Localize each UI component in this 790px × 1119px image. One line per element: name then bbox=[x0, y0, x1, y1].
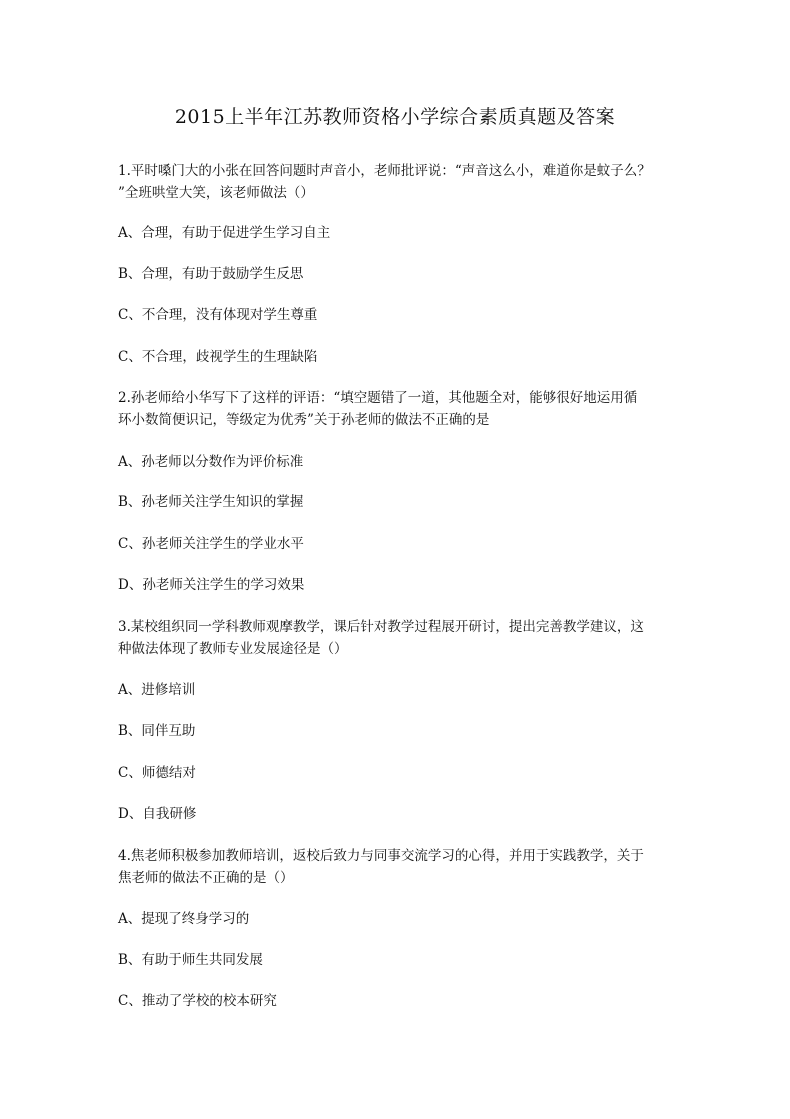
question-4-option-b: B、有助于师生共同发展 bbox=[118, 952, 263, 968]
document-title: 2015上半年江苏教师资格小学综合素质真题及答案 bbox=[174, 106, 616, 128]
question-stem-line: ”全班哄堂大笑，该老师做法（） bbox=[118, 185, 314, 201]
question-stem-line: 焦老师的做法不正确的是（） bbox=[118, 870, 294, 886]
question-stem-line: 3.某校组织同一学科教师观摩教学，课后针对教学过程展开研讨，提出完善教学建议，这 bbox=[118, 619, 644, 635]
question-2-option-a: A、孙老师以分数作为评价标准 bbox=[118, 454, 304, 470]
question-3-stem bbox=[118, 616, 693, 660]
question-1-option-d: C、不合理，歧视学生的生理缺陷 bbox=[118, 349, 318, 365]
question-stem-line: 环小数简便识记，等级定为优秀”关于孙老师的做法不正确的是 bbox=[118, 412, 490, 428]
question-4-stem bbox=[118, 845, 693, 889]
question-stem-line: 2.孙老师给小华写下了这样的评语：“填空题错了一道，其他题全对，能够很好地运用循 bbox=[118, 390, 638, 406]
question-stem-line: 1.平时嗓门大的小张在回答问题时声音小，老师批评说：“声音这么小，难道你是蚊子么？ bbox=[118, 163, 651, 179]
question-3-option-d: D、自我研修 bbox=[118, 806, 197, 822]
question-2-option-c: C、孙老师关注学生的学业水平 bbox=[118, 536, 304, 552]
question-1-option-b: B、合理，有助于鼓励学生反思 bbox=[118, 266, 304, 282]
question-4-option-a: A、提现了终身学习的 bbox=[118, 911, 250, 927]
question-3-option-a: A、进修培训 bbox=[118, 682, 196, 698]
question-3-option-c: C、师德结对 bbox=[118, 765, 196, 781]
question-2-option-b: B、孙老师关注学生知识的掌握 bbox=[118, 494, 304, 510]
question-3-option-b: B、同伴互助 bbox=[118, 723, 196, 739]
question-stem-line: 4.焦老师积极参加教师培训，返校后致力与同事交流学习的心得，并用于实践教学，关于 bbox=[118, 848, 644, 864]
question-2-stem bbox=[118, 387, 693, 431]
question-1-option-c: C、不合理，没有体现对学生尊重 bbox=[118, 307, 318, 323]
question-4-option-c: C、推动了学校的校本研究 bbox=[118, 993, 277, 1009]
question-2-option-d: D、孙老师关注学生的学习效果 bbox=[118, 577, 305, 593]
question-1-option-a: A、合理，有助于促进学生学习自主 bbox=[118, 225, 331, 241]
question-stem-line: 种做法体现了教师专业发展途径是（） bbox=[118, 641, 348, 657]
question-1-stem bbox=[118, 160, 693, 204]
